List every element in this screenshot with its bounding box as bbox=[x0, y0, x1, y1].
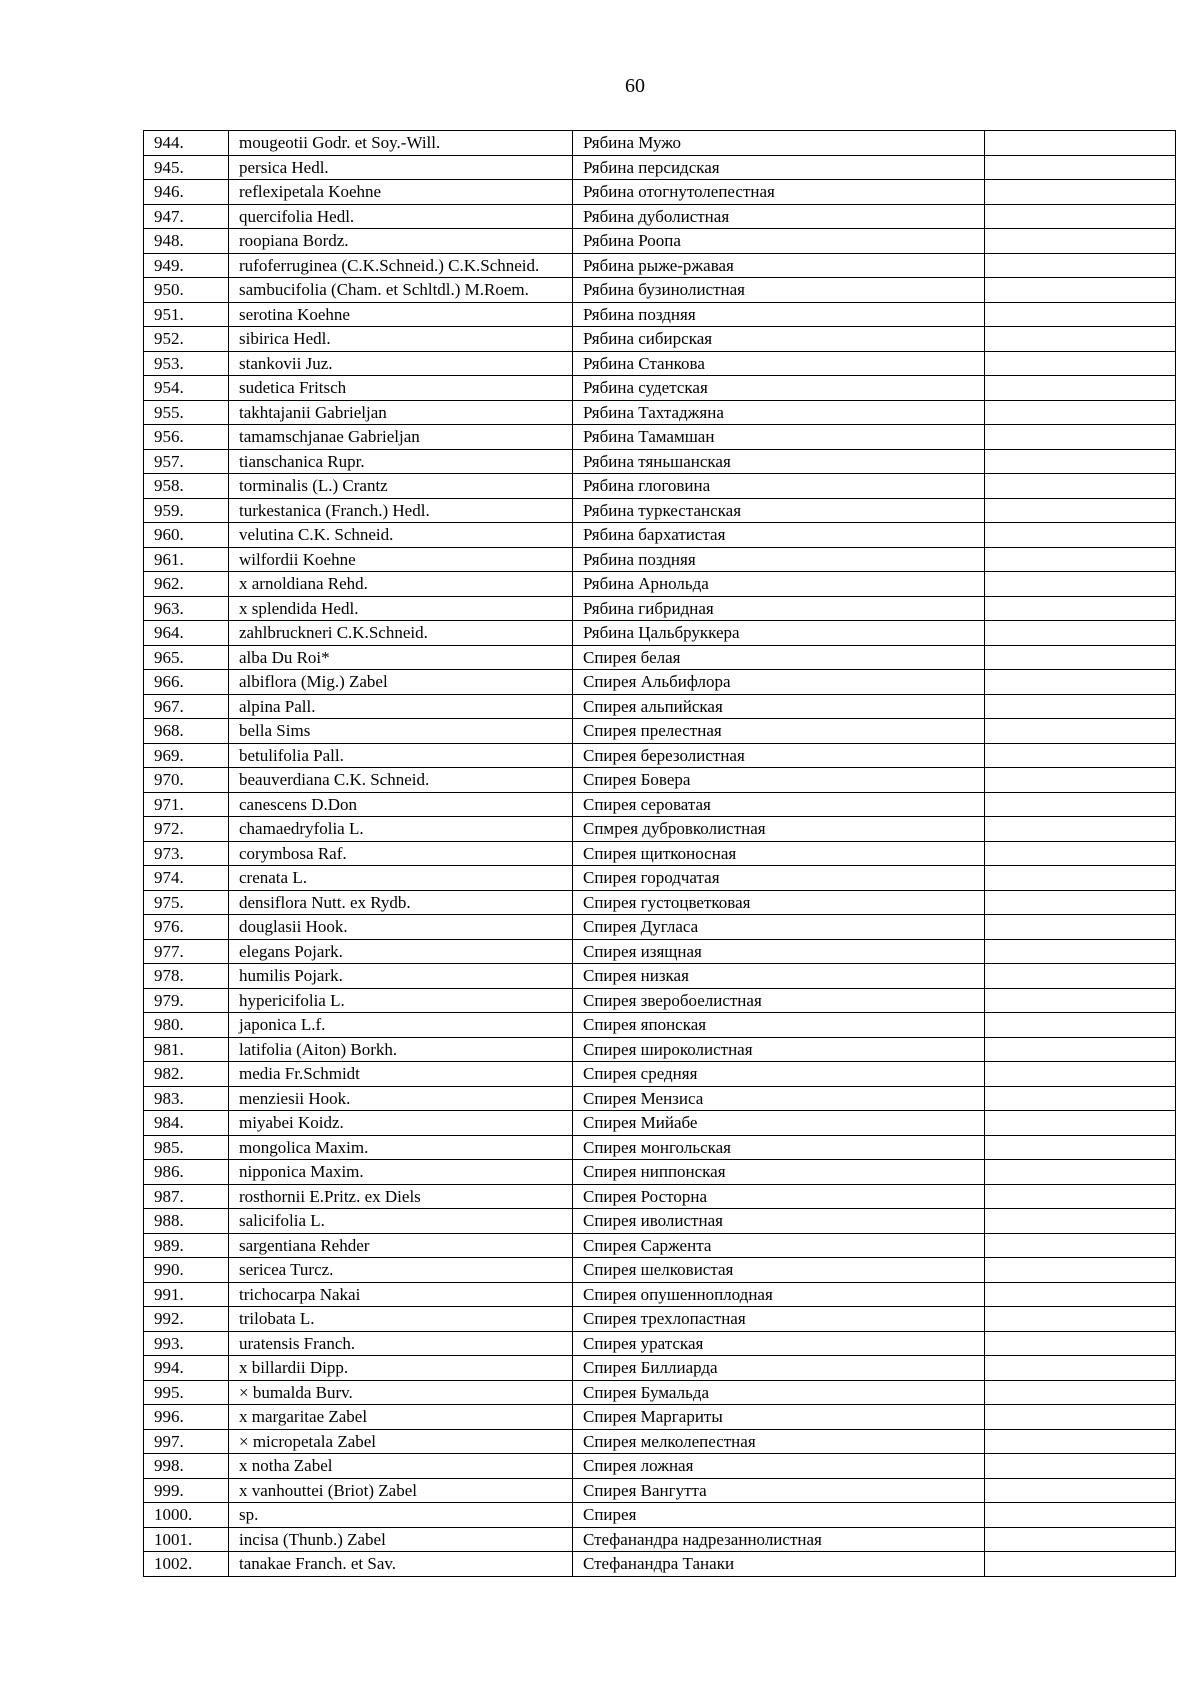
note-cell bbox=[985, 278, 1176, 303]
table-row bbox=[144, 131, 1176, 156]
russian-name-cell: Рябина Роопа bbox=[573, 229, 985, 254]
latin-name-cell: takhtajanii Gabrieljan bbox=[229, 400, 573, 425]
row-number-cell: 950. bbox=[144, 278, 229, 303]
russian-name-cell: Рябина поздняя bbox=[573, 547, 985, 572]
russian-name-cell: Стефанандра Танаки bbox=[573, 1552, 985, 1577]
russian-name-cell: Рябина рыже-ржавая bbox=[573, 253, 985, 278]
row-number-cell: 948. bbox=[144, 229, 229, 254]
latin-name-cell: menziesii Hook. bbox=[229, 1086, 573, 1111]
latin-name-cell: alpina Pall. bbox=[229, 694, 573, 719]
latin-name-cell: alba Du Roi* bbox=[229, 645, 573, 670]
row-number-cell: 953. bbox=[144, 351, 229, 376]
note-cell bbox=[985, 645, 1176, 670]
note-cell bbox=[985, 694, 1176, 719]
row-number-cell: 964. bbox=[144, 621, 229, 646]
russian-name-cell: Спирея иволистная bbox=[573, 1209, 985, 1234]
note-cell bbox=[985, 425, 1176, 450]
note-cell bbox=[985, 498, 1176, 523]
latin-name-cell: sambucifolia (Cham. et Schltdl.) M.Roem. bbox=[229, 278, 573, 303]
note-cell bbox=[985, 253, 1176, 278]
russian-name-cell: Спирея ниппонская bbox=[573, 1160, 985, 1185]
russian-name-cell: Рябина бузинолистная bbox=[573, 278, 985, 303]
latin-name-cell: incisa (Thunb.) Zabel bbox=[229, 1527, 573, 1552]
latin-name-cell: serotina Koehne bbox=[229, 302, 573, 327]
table-row bbox=[144, 988, 1176, 1013]
table-row bbox=[144, 768, 1176, 793]
latin-name-cell: crenata L. bbox=[229, 866, 573, 891]
row-number-cell: 979. bbox=[144, 988, 229, 1013]
russian-name-cell: Спирея альпийская bbox=[573, 694, 985, 719]
table-row bbox=[144, 1405, 1176, 1430]
table-row bbox=[144, 743, 1176, 768]
row-number-cell: 961. bbox=[144, 547, 229, 572]
latin-name-cell: × bumalda Burv. bbox=[229, 1380, 573, 1405]
latin-name-cell: elegans Pojark. bbox=[229, 939, 573, 964]
latin-name-cell: hypericifolia L. bbox=[229, 988, 573, 1013]
latin-name-cell: trichocarpa Nakai bbox=[229, 1282, 573, 1307]
russian-name-cell: Рябина судетская bbox=[573, 376, 985, 401]
russian-name-cell: Спирея шелковистая bbox=[573, 1258, 985, 1283]
note-cell bbox=[985, 1503, 1176, 1528]
russian-name-cell: Рябина отогнутолепестная bbox=[573, 180, 985, 205]
russian-name-cell: Спирея белая bbox=[573, 645, 985, 670]
russian-name-cell: Спирея Мийабе bbox=[573, 1111, 985, 1136]
latin-name-cell: bella Sims bbox=[229, 719, 573, 744]
note-cell bbox=[985, 1380, 1176, 1405]
note-cell bbox=[985, 915, 1176, 940]
note-cell bbox=[985, 1209, 1176, 1234]
table-row bbox=[144, 621, 1176, 646]
latin-name-cell: tamamschjanae Gabrieljan bbox=[229, 425, 573, 450]
note-cell bbox=[985, 1331, 1176, 1356]
table-row bbox=[144, 1209, 1176, 1234]
latin-name-cell: x vanhouttei (Briot) Zabel bbox=[229, 1478, 573, 1503]
table-row bbox=[144, 327, 1176, 352]
latin-name-cell: mongolica Maxim. bbox=[229, 1135, 573, 1160]
table-row bbox=[144, 939, 1176, 964]
table-row bbox=[144, 425, 1176, 450]
latin-name-cell: tanakae Franch. et Sav. bbox=[229, 1552, 573, 1577]
table-row bbox=[144, 204, 1176, 229]
russian-name-cell: Спирея березолистная bbox=[573, 743, 985, 768]
table-row bbox=[144, 302, 1176, 327]
note-cell bbox=[985, 1307, 1176, 1332]
latin-name-cell: humilis Pojark. bbox=[229, 964, 573, 989]
latin-name-cell: betulifolia Pall. bbox=[229, 743, 573, 768]
row-number-cell: 967. bbox=[144, 694, 229, 719]
table-row bbox=[144, 351, 1176, 376]
russian-name-cell: Спирея ложная bbox=[573, 1454, 985, 1479]
latin-name-cell: sargentiana Rehder bbox=[229, 1233, 573, 1258]
latin-name-cell: sericea Turcz. bbox=[229, 1258, 573, 1283]
latin-name-cell: velutina C.K. Schneid. bbox=[229, 523, 573, 548]
table-row bbox=[144, 1527, 1176, 1552]
russian-name-cell: Рябина глоговина bbox=[573, 474, 985, 499]
note-cell bbox=[985, 302, 1176, 327]
table-row bbox=[144, 1233, 1176, 1258]
row-number-cell: 958. bbox=[144, 474, 229, 499]
latin-name-cell: mougeotii Godr. et Soy.-Will. bbox=[229, 131, 573, 156]
latin-name-cell: x margaritae Zabel bbox=[229, 1405, 573, 1430]
table-row bbox=[144, 498, 1176, 523]
russian-name-cell: Спирея трехлопастная bbox=[573, 1307, 985, 1332]
russian-name-cell: Рябина Станкова bbox=[573, 351, 985, 376]
table-row bbox=[144, 645, 1176, 670]
latin-name-cell: sp. bbox=[229, 1503, 573, 1528]
species-table-body bbox=[144, 131, 1176, 1577]
russian-name-cell: Спирея Биллиарда bbox=[573, 1356, 985, 1381]
table-row bbox=[144, 1013, 1176, 1038]
row-number-cell: 977. bbox=[144, 939, 229, 964]
table-row bbox=[144, 1184, 1176, 1209]
latin-name-cell: nipponica Maxim. bbox=[229, 1160, 573, 1185]
row-number-cell: 949. bbox=[144, 253, 229, 278]
table-row bbox=[144, 1086, 1176, 1111]
row-number-cell: 996. bbox=[144, 1405, 229, 1430]
russian-name-cell: Спирея уратская bbox=[573, 1331, 985, 1356]
latin-name-cell: x billardii Dipp. bbox=[229, 1356, 573, 1381]
latin-name-cell: stankovii Juz. bbox=[229, 351, 573, 376]
latin-name-cell: trilobata L. bbox=[229, 1307, 573, 1332]
russian-name-cell: Рябина персидская bbox=[573, 155, 985, 180]
russian-name-cell: Спирея Альбифлора bbox=[573, 670, 985, 695]
row-number-cell: 962. bbox=[144, 572, 229, 597]
note-cell bbox=[985, 670, 1176, 695]
latin-name-cell: persica Hedl. bbox=[229, 155, 573, 180]
row-number-cell: 999. bbox=[144, 1478, 229, 1503]
note-cell bbox=[985, 327, 1176, 352]
table-row bbox=[144, 915, 1176, 940]
row-number-cell: 971. bbox=[144, 792, 229, 817]
latin-name-cell: x splendida Hedl. bbox=[229, 596, 573, 621]
note-cell bbox=[985, 1013, 1176, 1038]
russian-name-cell: Рябина Арнольда bbox=[573, 572, 985, 597]
note-cell bbox=[985, 768, 1176, 793]
russian-name-cell: Рябина туркестанская bbox=[573, 498, 985, 523]
row-number-cell: 951. bbox=[144, 302, 229, 327]
row-number-cell: 994. bbox=[144, 1356, 229, 1381]
latin-name-cell: wilfordii Koehne bbox=[229, 547, 573, 572]
latin-name-cell: rosthornii E.Pritz. ex Diels bbox=[229, 1184, 573, 1209]
row-number-cell: 982. bbox=[144, 1062, 229, 1087]
table-row bbox=[144, 1331, 1176, 1356]
table-row bbox=[144, 474, 1176, 499]
russian-name-cell: Спирея Дугласа bbox=[573, 915, 985, 940]
latin-name-cell: douglasii Hook. bbox=[229, 915, 573, 940]
row-number-cell: 968. bbox=[144, 719, 229, 744]
table-row bbox=[144, 792, 1176, 817]
latin-name-cell: miyabei Koidz. bbox=[229, 1111, 573, 1136]
table-row bbox=[144, 841, 1176, 866]
latin-name-cell: sudetica Fritsch bbox=[229, 376, 573, 401]
latin-name-cell: torminalis (L.) Crantz bbox=[229, 474, 573, 499]
row-number-cell: 990. bbox=[144, 1258, 229, 1283]
row-number-cell: 957. bbox=[144, 449, 229, 474]
russian-name-cell: Рябина Тамамшан bbox=[573, 425, 985, 450]
russian-name-cell: Спирея Мензиса bbox=[573, 1086, 985, 1111]
table-row bbox=[144, 1429, 1176, 1454]
table-row bbox=[144, 547, 1176, 572]
table-row bbox=[144, 278, 1176, 303]
note-cell bbox=[985, 1429, 1176, 1454]
table-row bbox=[144, 1307, 1176, 1332]
russian-name-cell: Рябина сибирская bbox=[573, 327, 985, 352]
russian-name-cell: Спирея изящная bbox=[573, 939, 985, 964]
table-row bbox=[144, 1282, 1176, 1307]
table-row bbox=[144, 155, 1176, 180]
note-cell bbox=[985, 1258, 1176, 1283]
note-cell bbox=[985, 939, 1176, 964]
row-number-cell: 973. bbox=[144, 841, 229, 866]
russian-name-cell: Рябина гибридная bbox=[573, 596, 985, 621]
table-row bbox=[144, 572, 1176, 597]
russian-name-cell: Спирея городчатая bbox=[573, 866, 985, 891]
table-row bbox=[144, 523, 1176, 548]
latin-name-cell: albiflora (Mig.) Zabel bbox=[229, 670, 573, 695]
russian-name-cell: Спирея Бумальда bbox=[573, 1380, 985, 1405]
row-number-cell: 952. bbox=[144, 327, 229, 352]
note-cell bbox=[985, 1478, 1176, 1503]
table-row bbox=[144, 449, 1176, 474]
note-cell bbox=[985, 719, 1176, 744]
note-cell bbox=[985, 743, 1176, 768]
latin-name-cell: canescens D.Don bbox=[229, 792, 573, 817]
table-row bbox=[144, 1258, 1176, 1283]
latin-name-cell: x notha Zabel bbox=[229, 1454, 573, 1479]
russian-name-cell: Спирея Саржента bbox=[573, 1233, 985, 1258]
latin-name-cell: × micropetala Zabel bbox=[229, 1429, 573, 1454]
note-cell bbox=[985, 547, 1176, 572]
note-cell bbox=[985, 351, 1176, 376]
row-number-cell: 992. bbox=[144, 1307, 229, 1332]
latin-name-cell: reflexipetala Koehne bbox=[229, 180, 573, 205]
latin-name-cell: beauverdiana C.K. Schneid. bbox=[229, 768, 573, 793]
russian-name-cell: Спирея Росторна bbox=[573, 1184, 985, 1209]
table-row bbox=[144, 1454, 1176, 1479]
row-number-cell: 993. bbox=[144, 1331, 229, 1356]
note-cell bbox=[985, 474, 1176, 499]
russian-name-cell: Спирея щитконосная bbox=[573, 841, 985, 866]
russian-name-cell: Спирея сероватая bbox=[573, 792, 985, 817]
row-number-cell: 944. bbox=[144, 131, 229, 156]
note-cell bbox=[985, 1454, 1176, 1479]
table-row bbox=[144, 596, 1176, 621]
russian-name-cell: Спирея Вангутта bbox=[573, 1478, 985, 1503]
russian-name-cell: Спирея Бовера bbox=[573, 768, 985, 793]
row-number-cell: 959. bbox=[144, 498, 229, 523]
latin-name-cell: japonica L.f. bbox=[229, 1013, 573, 1038]
russian-name-cell: Спирея Маргариты bbox=[573, 1405, 985, 1430]
row-number-cell: 945. bbox=[144, 155, 229, 180]
russian-name-cell: Стефанандра надрезаннолистная bbox=[573, 1527, 985, 1552]
note-cell bbox=[985, 988, 1176, 1013]
row-number-cell: 960. bbox=[144, 523, 229, 548]
row-number-cell: 974. bbox=[144, 866, 229, 891]
row-number-cell: 981. bbox=[144, 1037, 229, 1062]
note-cell bbox=[985, 1037, 1176, 1062]
note-cell bbox=[985, 1356, 1176, 1381]
row-number-cell: 995. bbox=[144, 1380, 229, 1405]
note-cell bbox=[985, 890, 1176, 915]
latin-name-cell: turkestanica (Franch.) Hedl. bbox=[229, 498, 573, 523]
latin-name-cell: roopiana Bordz. bbox=[229, 229, 573, 254]
table-row bbox=[144, 1062, 1176, 1087]
russian-name-cell: Спирея низкая bbox=[573, 964, 985, 989]
latin-name-cell: chamaedryfolia L. bbox=[229, 817, 573, 842]
table-row bbox=[144, 1037, 1176, 1062]
row-number-cell: 985. bbox=[144, 1135, 229, 1160]
note-cell bbox=[985, 1233, 1176, 1258]
latin-name-cell: uratensis Franch. bbox=[229, 1331, 573, 1356]
row-number-cell: 970. bbox=[144, 768, 229, 793]
latin-name-cell: densiflora Nutt. ex Rydb. bbox=[229, 890, 573, 915]
row-number-cell: 963. bbox=[144, 596, 229, 621]
russian-name-cell: Спирея густоцветковая bbox=[573, 890, 985, 915]
row-number-cell: 998. bbox=[144, 1454, 229, 1479]
russian-name-cell: Спирея опушенноплодная bbox=[573, 1282, 985, 1307]
row-number-cell: 980. bbox=[144, 1013, 229, 1038]
note-cell bbox=[985, 1527, 1176, 1552]
note-cell bbox=[985, 131, 1176, 156]
note-cell bbox=[985, 572, 1176, 597]
row-number-cell: 966. bbox=[144, 670, 229, 695]
latin-name-cell: media Fr.Schmidt bbox=[229, 1062, 573, 1087]
note-cell bbox=[985, 449, 1176, 474]
table-row bbox=[144, 866, 1176, 891]
row-number-cell: 969. bbox=[144, 743, 229, 768]
row-number-cell: 988. bbox=[144, 1209, 229, 1234]
latin-name-cell: rufoferruginea (C.K.Schneid.) C.K.Schneid. bbox=[229, 253, 573, 278]
russian-name-cell: Спирея японская bbox=[573, 1013, 985, 1038]
table-row bbox=[144, 1380, 1176, 1405]
table-row bbox=[144, 1160, 1176, 1185]
table-row bbox=[144, 890, 1176, 915]
table-row bbox=[144, 719, 1176, 744]
table-row bbox=[144, 180, 1176, 205]
note-cell bbox=[985, 866, 1176, 891]
russian-name-cell: Спирея средняя bbox=[573, 1062, 985, 1087]
table-row bbox=[144, 1503, 1176, 1528]
note-cell bbox=[985, 621, 1176, 646]
russian-name-cell: Рябина поздняя bbox=[573, 302, 985, 327]
row-number-cell: 955. bbox=[144, 400, 229, 425]
note-cell bbox=[985, 596, 1176, 621]
russian-name-cell: Спмрея дубровколистная bbox=[573, 817, 985, 842]
row-number-cell: 987. bbox=[144, 1184, 229, 1209]
russian-name-cell: Рябина бархатистая bbox=[573, 523, 985, 548]
russian-name-cell: Спирея монгольская bbox=[573, 1135, 985, 1160]
russian-name-cell: Спирея широколистная bbox=[573, 1037, 985, 1062]
note-cell bbox=[985, 376, 1176, 401]
russian-name-cell: Спирея прелестная bbox=[573, 719, 985, 744]
row-number-cell: 1000. bbox=[144, 1503, 229, 1528]
note-cell bbox=[985, 155, 1176, 180]
note-cell bbox=[985, 400, 1176, 425]
table-row bbox=[144, 670, 1176, 695]
table-row bbox=[144, 376, 1176, 401]
table-row bbox=[144, 817, 1176, 842]
note-cell bbox=[985, 964, 1176, 989]
russian-name-cell: Спирея мелколепестная bbox=[573, 1429, 985, 1454]
latin-name-cell: salicifolia L. bbox=[229, 1209, 573, 1234]
russian-name-cell: Спирея bbox=[573, 1503, 985, 1528]
russian-name-cell: Рябина Цальбруккера bbox=[573, 621, 985, 646]
table-row bbox=[144, 229, 1176, 254]
table-row bbox=[144, 1478, 1176, 1503]
russian-name-cell: Рябина дуболистная bbox=[573, 204, 985, 229]
row-number-cell: 997. bbox=[144, 1429, 229, 1454]
note-cell bbox=[985, 1062, 1176, 1087]
note-cell bbox=[985, 1552, 1176, 1577]
row-number-cell: 947. bbox=[144, 204, 229, 229]
table-row bbox=[144, 1356, 1176, 1381]
note-cell bbox=[985, 1111, 1176, 1136]
table-row bbox=[144, 1135, 1176, 1160]
table-row bbox=[144, 694, 1176, 719]
latin-name-cell: tianschanica Rupr. bbox=[229, 449, 573, 474]
row-number-cell: 965. bbox=[144, 645, 229, 670]
note-cell bbox=[985, 817, 1176, 842]
latin-name-cell: x arnoldiana Rehd. bbox=[229, 572, 573, 597]
row-number-cell: 984. bbox=[144, 1111, 229, 1136]
table-row bbox=[144, 400, 1176, 425]
page-number: 60 bbox=[625, 75, 645, 97]
row-number-cell: 975. bbox=[144, 890, 229, 915]
latin-name-cell: zahlbruckneri C.K.Schneid. bbox=[229, 621, 573, 646]
note-cell bbox=[985, 1135, 1176, 1160]
note-cell bbox=[985, 1282, 1176, 1307]
row-number-cell: 946. bbox=[144, 180, 229, 205]
note-cell bbox=[985, 1405, 1176, 1430]
latin-name-cell: sibirica Hedl. bbox=[229, 327, 573, 352]
table-row bbox=[144, 253, 1176, 278]
row-number-cell: 983. bbox=[144, 1086, 229, 1111]
row-number-cell: 976. bbox=[144, 915, 229, 940]
row-number-cell: 972. bbox=[144, 817, 229, 842]
species-table bbox=[143, 130, 1176, 1577]
russian-name-cell: Спирея зверобоелистная bbox=[573, 988, 985, 1013]
row-number-cell: 978. bbox=[144, 964, 229, 989]
row-number-cell: 989. bbox=[144, 1233, 229, 1258]
row-number-cell: 1001. bbox=[144, 1527, 229, 1552]
row-number-cell: 956. bbox=[144, 425, 229, 450]
row-number-cell: 991. bbox=[144, 1282, 229, 1307]
note-cell bbox=[985, 1086, 1176, 1111]
note-cell bbox=[985, 792, 1176, 817]
note-cell bbox=[985, 1184, 1176, 1209]
note-cell bbox=[985, 841, 1176, 866]
russian-name-cell: Рябина Тахтаджяна bbox=[573, 400, 985, 425]
row-number-cell: 986. bbox=[144, 1160, 229, 1185]
note-cell bbox=[985, 229, 1176, 254]
latin-name-cell: quercifolia Hedl. bbox=[229, 204, 573, 229]
latin-name-cell: latifolia (Aiton) Borkh. bbox=[229, 1037, 573, 1062]
russian-name-cell: Рябина тяньшанская bbox=[573, 449, 985, 474]
russian-name-cell: Рябина Мужо bbox=[573, 131, 985, 156]
note-cell bbox=[985, 204, 1176, 229]
note-cell bbox=[985, 1160, 1176, 1185]
row-number-cell: 954. bbox=[144, 376, 229, 401]
latin-name-cell: corymbosa Raf. bbox=[229, 841, 573, 866]
note-cell bbox=[985, 180, 1176, 205]
row-number-cell: 1002. bbox=[144, 1552, 229, 1577]
table-row bbox=[144, 1111, 1176, 1136]
note-cell bbox=[985, 523, 1176, 548]
table-row bbox=[144, 964, 1176, 989]
table-row bbox=[144, 1552, 1176, 1577]
